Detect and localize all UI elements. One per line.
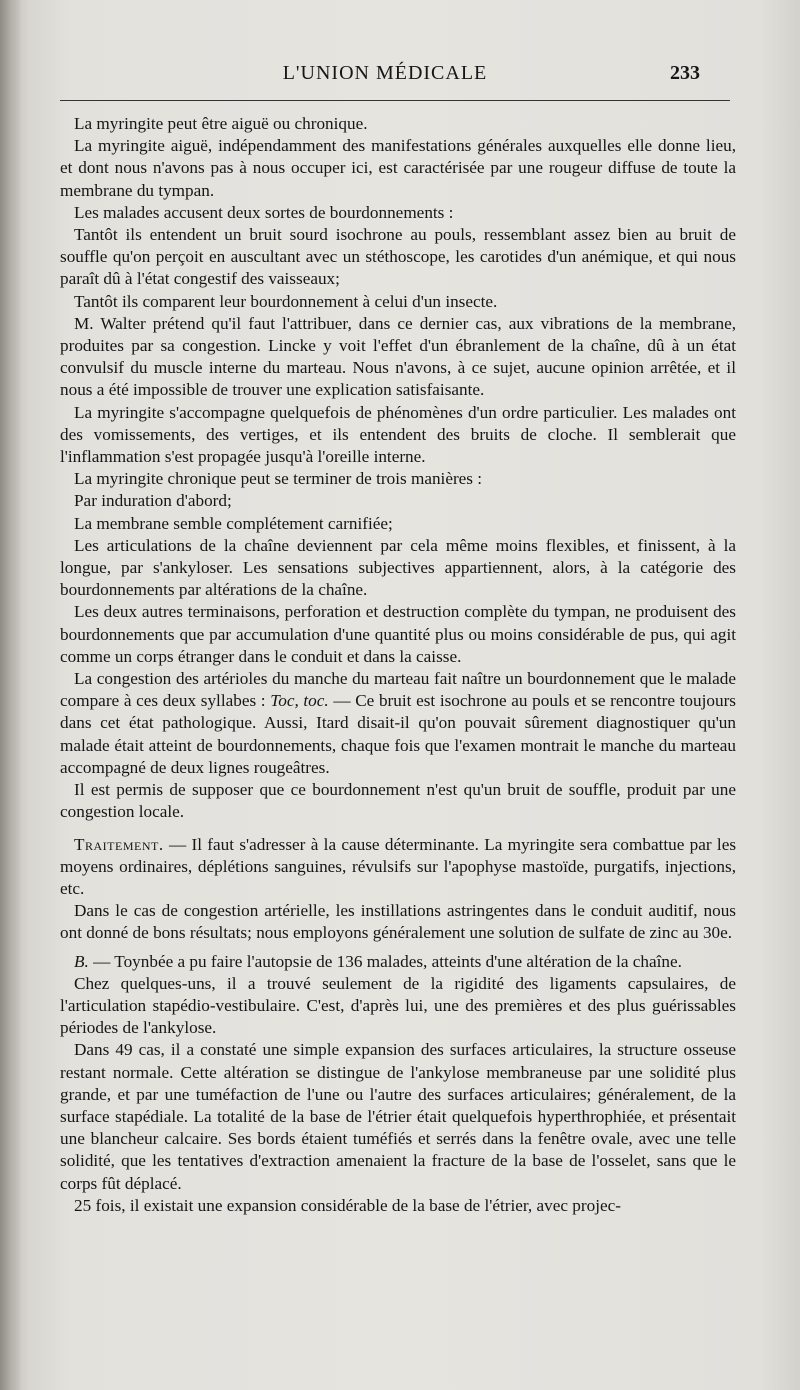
section-label: Traitement. [74, 834, 164, 854]
page-header [60, 62, 740, 92]
paragraph: Les deux autres terminaisons, perforation et destruction complète du tympan, ne produisent des bourdonnements que par accumulation d'une quantité plus ou moins considérable de pus, qui agit comme un corps étranger dans le conduit et dans la caisse. [60, 602, 736, 666]
paragraph: Dans 49 cas, il a constaté une simple expansion des surfaces articulaires, la structure osseuse restant normale. Cette altération se distingue de l'ankylose membraneuse par une solidité plus grande, et par une tuméfaction de l'une ou l'autre des surfaces articulaires; généralement, de la surface stapédiale. La totalité de la base de l'étrier était quelquefois hyperthrophiée, et présentait une blancheur calcaire. Ses bords étaient tuméfiés et serrés dans la fenêtre ovale, avec une telle solidité, que les tentatives d'extraction amenaient la fracture de la base de l'osselet, sans que le corps fût déplacé. [60, 1040, 736, 1193]
paragraph: Dans le cas de congestion artérielle, les instillations astringentes dans le conduit auditif, nous ont donné de bons résultats; nous employons généralement une solution de sulfate de zinc au 30e. [60, 901, 736, 943]
paragraph: La myringite peut être aiguë ou chronique. [74, 114, 368, 133]
paragraph: Il est permis de supposer que ce bourdonnement n'est qu'un bruit de souffle, produit par une congestion locale. [60, 780, 736, 822]
section-traitement [60, 834, 736, 901]
paragraph-congestion [60, 668, 736, 779]
paragraph: La myringite chronique peut se terminer de trois manières : [74, 469, 483, 489]
paragraph-text: La congestion des artérioles du manche du marteau fait naître un bourdonnement que le malade compare à ces deux syllabes : [60, 669, 736, 711]
onomatopoeia: Toc, toc. [270, 691, 329, 711]
paragraph: La membrane semble complétement carnifiée; [74, 513, 393, 533]
running-title: L'UNION MÉDICALE [282, 62, 488, 84]
page-number: 233 [670, 62, 700, 84]
paragraph: Tantôt ils entendent un bruit sourd isochrone au pouls, ressemblant assez bien au bruit de souffle qu'on perçoit en auscultant avec un stéthoscope, les carotides d'un anémique, et qui nous paraît dû à l'état congestif des vaisseaux; [60, 225, 736, 289]
em-dash: — [93, 951, 111, 971]
paragraph: 25 fois, il existait une expansion considérable de la base de l'étrier, avec projec- [74, 1195, 621, 1215]
section-label: B. [74, 951, 89, 971]
paragraph: Chez quelques-uns, il a trouvé seulement de la rigidité des ligaments capsulaires, de l'articulation stapédio-vestibulaire. C'est, d'après lui, une des premières et des plus guérissables périodes de l'ankylose. [60, 973, 736, 1038]
page-gutter-shadow [0, 0, 22, 1390]
header-rule [60, 100, 730, 101]
paragraph: Par induration d'abord; [74, 491, 232, 511]
paragraph-text: Ce bruit est isochrone au pouls et se rencontre toujours dans cet état pathologique. Aussi, Itard disait-il qu'on pouvait sûrement diagnostiquer qu'un malade était atteint de bourdonnements, chaque fois que l'examen montrait le manche du marteau accompagné de deux lignes rougeâtres. [60, 691, 736, 777]
em-dash: — [168, 834, 187, 854]
paragraph: La myringite aiguë, indépendamment des manifestations générales auxquelles elle donne lieu, et dont nous n'avons pas à nous occuper ici, est caractérisée par une rougeur diffuse de toute la membrane du tympan. [60, 136, 736, 200]
em-dash: — [333, 691, 351, 711]
paragraph: M. Walter prétend qu'il faut l'attribuer, dans ce dernier cas, aux vibrations de la membrane, produites par sa congestion. Lincke y voit l'effet d'un ébranlement de la chaîne, dû à un état convulsif du muscle interne du marteau. Nous n'avons, à ce sujet, aucune opinion arrêtée, et il nous a été impossible de trouver une explication satisfaisante. [60, 313, 736, 400]
paragraph: La myringite s'accompagne quelquefois de phénomènes d'un ordre particulier. Les malades ont des vomissements, des vertiges, et ils entendent des bruits de cloche. Il semblerait que l'inflammation s'est propagée jusqu'à l'oreille interne. [60, 402, 736, 467]
section-b [60, 951, 736, 973]
paragraph: Les malades accusent deux sortes de bourdonnements : [74, 202, 454, 222]
paragraph: Les articulations de la chaîne deviennent par cela même moins flexibles, et finissent, à la longue, par s'ankyloser. Les sensations subjectives appartiennent, alors, à la catégorie des bourdonnements par altérations de la chaîne. [60, 535, 736, 600]
article-body [60, 113, 736, 1217]
section-text: Toynbée a pu faire l'autopsie de 136 malades, atteints d'une altération de la chaîne. [114, 951, 682, 971]
section-text: Il faut s'adresser à la cause déterminante. La myringite sera combattue par les moyens ordinaires, déplétions sanguines, révulsifs sur l'apophyse mastoïde, purgatifs, injections, etc. [60, 834, 737, 898]
paragraph: Tantôt ils comparent leur bourdonnement à celui d'un insecte. [74, 291, 498, 311]
